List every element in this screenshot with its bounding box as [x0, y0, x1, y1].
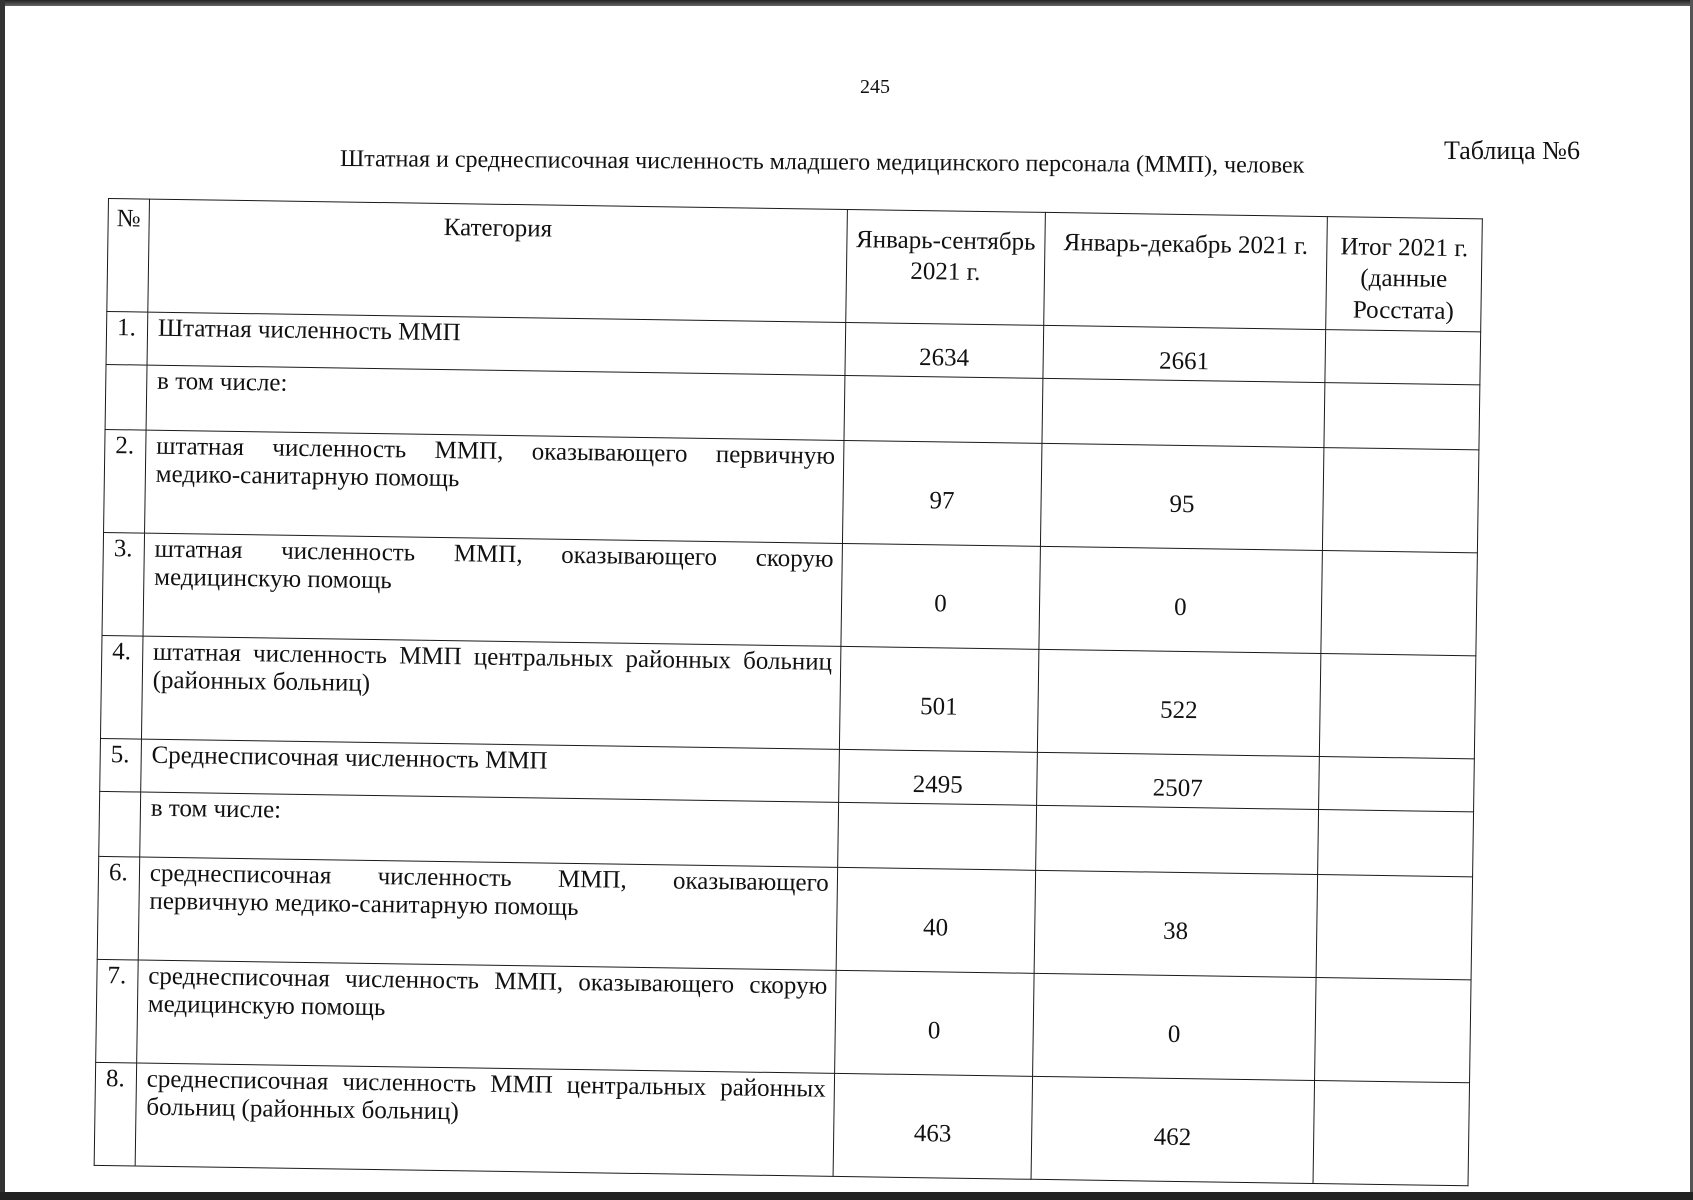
row-value-jan-sep: 501 — [839, 646, 1039, 752]
row-value-jan-dec — [1035, 805, 1318, 874]
row-category: штатная численность ММП, оказывающего первичную медико-санитарную помощь — [144, 430, 843, 543]
row-number: 2. — [104, 429, 146, 533]
header-total-2021-rosstat: Итог 2021 г. (данные Росстата) — [1326, 217, 1483, 332]
row-value-total — [1321, 551, 1478, 656]
row-category: в том числе: — [146, 365, 845, 440]
row-value-jan-sep: 2634 — [845, 322, 1044, 378]
row-value-jan-sep: 0 — [834, 970, 1034, 1076]
row-category: среднесписочная численность ММП, оказывающего первичную медико-санитарную помощь — [138, 857, 837, 970]
row-number: 6. — [97, 856, 139, 960]
row-value-total — [1316, 875, 1473, 980]
row-category: Среднесписочная численность ММП — [141, 739, 840, 802]
row-value-jan-dec: 522 — [1037, 649, 1320, 756]
row-value-jan-dec: 2661 — [1043, 325, 1326, 382]
row-value-total — [1314, 978, 1471, 1083]
table-row — [96, 959, 1471, 1082]
row-number: 3. — [102, 532, 144, 636]
table-label: Таблица №6 — [1443, 136, 1580, 165]
row-number: 8. — [94, 1062, 136, 1166]
row-number: 4. — [100, 635, 142, 739]
row-value-total — [1325, 330, 1481, 385]
scan-edge-top — [0, 0, 1693, 6]
row-value-total — [1319, 654, 1476, 759]
row-value-total — [1317, 810, 1473, 877]
row-number — [99, 791, 141, 857]
row-value-jan-sep: 97 — [842, 440, 1042, 546]
document-title: Штатная и среднесписочная численность младшего медицинского персонала (ММП), человек — [339, 146, 1305, 179]
row-value-jan-sep — [844, 375, 1043, 443]
row-value-jan-dec: 0 — [1032, 973, 1315, 1080]
row-value-jan-sep: 463 — [833, 1073, 1033, 1179]
table-header-row — [107, 199, 1482, 332]
row-number — [105, 364, 147, 430]
row-number: 7. — [96, 959, 138, 1063]
scan-edge-left — [0, 0, 5, 1200]
row-value-jan-dec: 462 — [1031, 1076, 1314, 1183]
header-category: Категория — [148, 199, 848, 322]
table-row — [94, 1062, 1469, 1185]
row-value-total — [1318, 757, 1474, 812]
row-value-total — [1324, 383, 1480, 450]
row-value-jan-sep — [838, 802, 1037, 870]
row-category: Штатная численность ММП — [147, 312, 846, 375]
row-number: 5. — [100, 738, 142, 792]
row-value-jan-sep: 2495 — [838, 749, 1037, 805]
row-category: штатная численность ММП центральных районных больниц (районных больниц) — [141, 636, 840, 749]
row-number: 1. — [106, 311, 148, 365]
staffing-table — [94, 198, 1483, 1186]
header-number: № — [107, 199, 150, 313]
row-value-jan-dec: 2507 — [1036, 752, 1319, 809]
row-value-total — [1322, 448, 1479, 553]
row-value-jan-sep: 0 — [841, 543, 1041, 649]
row-value-jan-sep: 40 — [836, 867, 1036, 973]
row-value-jan-dec: 0 — [1039, 546, 1322, 653]
staffing-table-container — [94, 198, 1483, 1186]
row-value-jan-dec — [1042, 378, 1325, 447]
scan-edge-bottom — [0, 1192, 1693, 1200]
table-row — [100, 635, 1475, 758]
header-jan-dec-2021: Январь-декабрь 2021 г. — [1044, 212, 1328, 329]
row-value-jan-dec: 38 — [1034, 870, 1317, 977]
row-category: в том числе: — [140, 792, 839, 867]
row-value-jan-dec: 95 — [1040, 443, 1323, 550]
row-category: среднесписочная численность ММП центральных районных больниц (районных больниц) — [135, 1063, 834, 1176]
table-row — [97, 856, 1472, 979]
table-row — [102, 532, 1477, 655]
row-category: среднесписочная численность ММП, оказывающего скорую медицинскую помощь — [137, 960, 836, 1073]
row-category: штатная численность ММП, оказывающего скорую медицинскую помощь — [143, 533, 842, 646]
table-row — [104, 429, 1479, 552]
page-number: 245 — [860, 76, 890, 98]
row-value-total — [1313, 1080, 1470, 1185]
header-jan-sep-2021: Январь-сентябрь 2021 г. — [846, 209, 1046, 325]
